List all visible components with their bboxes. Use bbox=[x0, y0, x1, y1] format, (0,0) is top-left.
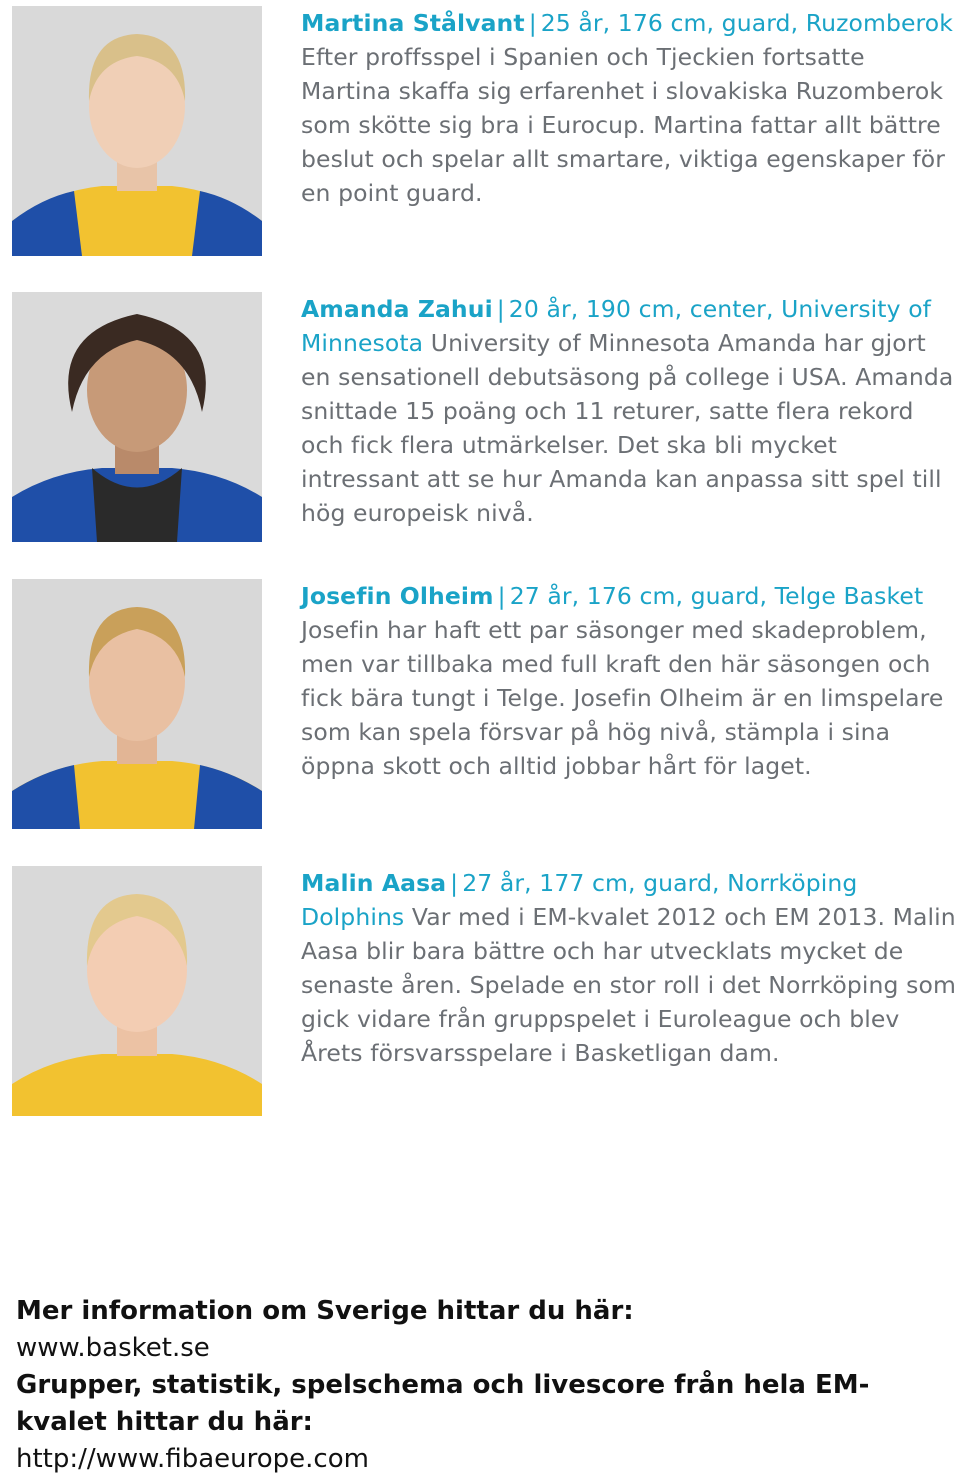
player-bio: Josefin har haft ett par säsonger med skadeproblem, men var tillbaka med full kraft den här säsongen och fick bära tungt i Telge. Josefin Olheim är en limspelare som kan spela försvar på hög nivå, stämpla i sina öppna skott och alltid jobbar hårt för laget. bbox=[301, 616, 944, 780]
portrait-image bbox=[12, 866, 262, 1116]
groups-heading: Grupper, statistik, spelschema och livescore från hela EM-kvalet hittar du här: bbox=[16, 1370, 870, 1437]
player-photo bbox=[12, 6, 262, 256]
player-text bbox=[301, 6, 956, 210]
separator: | bbox=[497, 582, 506, 610]
player-text bbox=[301, 292, 956, 530]
player-card bbox=[12, 579, 956, 831]
separator: | bbox=[450, 869, 459, 897]
player-photo bbox=[12, 579, 262, 829]
player-bio: Var med i EM-kvalet 2012 och EM 2013. Malin Aasa blir bara bättre och har utvecklats mycket de senaste åren. Spelade en stor roll i det Norrköping som gick vidare från gruppspelet i Euroleague och blev Årets försvarsspelare i Basketligan dam. bbox=[301, 903, 956, 1067]
player-name: Malin Aasa bbox=[301, 869, 447, 897]
footer-info bbox=[16, 1293, 956, 1478]
player-photo bbox=[12, 292, 262, 542]
player-name: Martina Stålvant bbox=[301, 9, 525, 37]
player-name: Amanda Zahui bbox=[301, 295, 493, 323]
player-card bbox=[12, 292, 956, 544]
player-text bbox=[301, 866, 956, 1070]
separator: | bbox=[496, 295, 505, 323]
player-meta: 25 år, 176 cm, guard, Ruzomberok bbox=[540, 9, 953, 37]
basket-link[interactable]: www.basket.se bbox=[16, 1333, 210, 1363]
player-bio: University of Minnesota Amanda har gjort en sensationell debutsäsong på college i USA. Amanda snittade 15 poäng och 11 returer, satte flera rekord och fick flera utmärkelser. Det ska bli mycket intressant att se hur Amanda kan anpassa sitt spel till hög europeisk nivå. bbox=[301, 329, 954, 527]
portrait-image bbox=[12, 579, 262, 829]
portrait-image bbox=[12, 292, 262, 542]
player-photo bbox=[12, 866, 262, 1116]
portrait-image bbox=[12, 6, 262, 256]
player-card bbox=[12, 6, 956, 258]
player-meta: 27 år, 176 cm, guard, Telge Basket bbox=[509, 582, 924, 610]
player-meta: 20 år, 190 cm, center, University of Minnesota bbox=[301, 295, 932, 357]
separator: | bbox=[528, 9, 537, 37]
fibaeurope-link[interactable]: http://www.fibaeurope.com bbox=[16, 1444, 369, 1474]
player-name: Josefin Olheim bbox=[301, 582, 494, 610]
player-card bbox=[12, 866, 956, 1118]
player-meta: 27 år, 177 cm, guard, Norrköping Dolphins bbox=[301, 869, 858, 931]
info-heading: Mer information om Sverige hittar du här: bbox=[16, 1296, 634, 1326]
player-text bbox=[301, 579, 956, 783]
player-bio: Efter proffsspel i Spanien och Tjeckien fortsatte Martina skaffa sig erfarenhet i slovakiska Ruzomberok som skötte sig bra i Eurocup. Martina fattar allt bättre beslut och spelar allt smartare, viktiga egenskaper för en point guard. bbox=[301, 43, 946, 207]
